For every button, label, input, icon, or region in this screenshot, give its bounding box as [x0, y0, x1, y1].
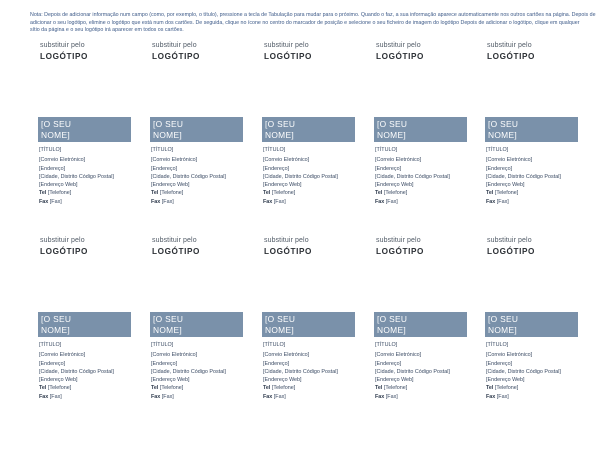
city-field[interactable]: [Cidade, Distrito Código Postal]	[151, 369, 226, 376]
address-field[interactable]: [Endereço]	[151, 166, 178, 173]
web-field[interactable]: [Endereço Web]	[39, 377, 78, 384]
name-field[interactable]	[485, 117, 578, 142]
name-line-2: NOME]	[377, 324, 406, 335]
name-field[interactable]	[374, 117, 467, 142]
web-field[interactable]: [Endereço Web]	[486, 377, 525, 384]
name-field[interactable]	[262, 312, 355, 337]
logo-placeholder-caption[interactable]: substituir pelo	[487, 237, 532, 244]
fax-row[interactable]	[486, 198, 561, 206]
business-card[interactable]	[485, 237, 579, 407]
logo-placeholder-caption[interactable]: substituir pelo	[376, 42, 421, 49]
fax-row[interactable]	[486, 393, 561, 401]
name-line-2: NOME]	[153, 129, 182, 140]
name-line-1: [O SEU	[265, 314, 296, 324]
email-field[interactable]: [Correio Eletrónico]	[151, 351, 198, 358]
phone-row[interactable]	[486, 384, 561, 392]
logo-placeholder-caption[interactable]: substituir pelo	[264, 42, 309, 49]
name-line-2: NOME]	[41, 324, 70, 335]
city-field[interactable]: [Cidade, Distrito Código Postal]	[486, 369, 561, 376]
email-field[interactable]: [Correio Eletrónico]	[486, 156, 533, 163]
phone-label: Tel	[39, 190, 47, 197]
logo-placeholder-caption[interactable]: substituir pelo	[40, 237, 85, 244]
fax-label: Fax	[375, 393, 385, 400]
fax-label: Fax	[486, 198, 496, 205]
address-field[interactable]: [Endereço]	[375, 361, 402, 368]
name-line-2: NOME]	[41, 129, 70, 140]
name-field[interactable]	[38, 117, 131, 142]
phone-label: Tel	[263, 190, 271, 197]
logo-placeholder-caption[interactable]: substituir pelo	[40, 42, 85, 49]
name-line-1: [O SEU	[41, 119, 72, 129]
phone-value: [Telefone]	[271, 190, 296, 197]
phone-row[interactable]	[39, 189, 114, 197]
email-field[interactable]: [Correio Eletrónico]	[375, 351, 422, 358]
logo-placeholder-caption[interactable]: substituir pelo	[264, 237, 309, 244]
fax-row[interactable]	[375, 393, 450, 401]
instructions-note	[30, 12, 600, 35]
fax-row[interactable]	[39, 198, 114, 206]
name-line-2: NOME]	[488, 324, 517, 335]
logo-placeholder-label[interactable]: LOGÓTIPO	[487, 52, 536, 61]
contact-info	[151, 146, 226, 206]
email-field[interactable]: [Correio Eletrónico]	[263, 156, 310, 163]
web-field[interactable]: [Endereço Web]	[263, 182, 302, 189]
contact-info	[263, 341, 338, 401]
business-card[interactable]	[262, 237, 356, 407]
fax-row[interactable]	[39, 393, 114, 401]
title-field[interactable]: [TÍTULO]	[263, 147, 286, 153]
title-field[interactable]: [TÍTULO]	[486, 342, 509, 348]
phone-value: [Telefone]	[494, 385, 519, 392]
logo-placeholder-label[interactable]: LOGÓTIPO	[40, 247, 89, 256]
phone-value: [Telefone]	[47, 385, 72, 392]
phone-label: Tel	[263, 385, 271, 392]
city-field[interactable]: [Cidade, Distrito Código Postal]	[375, 369, 450, 376]
fax-value: [Fax]	[49, 198, 62, 205]
fax-row[interactable]	[151, 198, 226, 206]
address-field[interactable]: [Endereço]	[39, 166, 66, 173]
city-field[interactable]: [Cidade, Distrito Código Postal]	[263, 369, 338, 376]
title-field[interactable]: [TÍTULO]	[39, 147, 62, 153]
contact-info	[375, 146, 450, 206]
fax-label: Fax	[263, 393, 273, 400]
fax-label: Fax	[39, 198, 49, 205]
phone-row[interactable]	[151, 189, 226, 197]
name-field[interactable]	[262, 117, 355, 142]
email-field[interactable]: [Correio Eletrónico]	[39, 351, 86, 358]
phone-label: Tel	[486, 190, 494, 197]
name-line-1: [O SEU	[153, 119, 184, 129]
title-field[interactable]: [TÍTULO]	[486, 147, 509, 153]
phone-value: [Telefone]	[271, 385, 296, 392]
fax-label: Fax	[151, 198, 161, 205]
fax-row[interactable]	[151, 393, 226, 401]
name-line-2: NOME]	[153, 324, 182, 335]
name-line-1: [O SEU	[153, 314, 184, 324]
instructions-line-2: adicionar o seu logótipo, elimine o logótipo que está num dos cartões. De seguida, clique no ícone no centro do marcador de posição e selecione o seu ficheiro de imagem do logótipo Depois de adicionar o logótipo, clique em qualquer	[30, 19, 580, 26]
phone-row[interactable]	[375, 189, 450, 197]
fax-value: [Fax]	[273, 198, 286, 205]
fax-label: Fax	[151, 393, 161, 400]
contact-info	[39, 146, 114, 206]
logo-placeholder-label[interactable]: LOGÓTIPO	[40, 52, 89, 61]
phone-value: [Telefone]	[494, 190, 519, 197]
logo-placeholder-label[interactable]: LOGÓTIPO	[152, 52, 201, 61]
phone-value: [Telefone]	[159, 385, 184, 392]
web-field[interactable]: [Endereço Web]	[375, 377, 414, 384]
business-card[interactable]	[485, 42, 579, 212]
logo-placeholder-label[interactable]: LOGÓTIPO	[487, 247, 536, 256]
phone-label: Tel	[39, 385, 47, 392]
phone-value: [Telefone]	[383, 190, 408, 197]
business-card[interactable]	[374, 42, 468, 212]
title-field[interactable]: [TÍTULO]	[375, 147, 398, 153]
fax-value: [Fax]	[385, 393, 398, 400]
fax-value: [Fax]	[161, 393, 174, 400]
title-field[interactable]: [TÍTULO]	[263, 342, 286, 348]
phone-label: Tel	[151, 190, 159, 197]
fax-row[interactable]	[263, 393, 338, 401]
fax-value: [Fax]	[273, 393, 286, 400]
phone-row[interactable]	[263, 189, 338, 197]
logo-placeholder-label[interactable]: LOGÓTIPO	[152, 247, 201, 256]
address-field[interactable]: [Endereço]	[263, 166, 290, 173]
phone-label: Tel	[486, 385, 494, 392]
email-field[interactable]: [Correio Eletrónico]	[486, 351, 533, 358]
phone-label: Tel	[375, 190, 383, 197]
phone-row[interactable]	[151, 384, 226, 392]
address-field[interactable]: [Endereço]	[39, 361, 66, 368]
name-field[interactable]	[150, 117, 243, 142]
name-line-1: [O SEU	[265, 119, 296, 129]
fax-value: [Fax]	[49, 393, 62, 400]
web-field[interactable]: [Endereço Web]	[486, 182, 525, 189]
fax-value: [Fax]	[496, 393, 509, 400]
logo-placeholder-caption[interactable]: substituir pelo	[152, 42, 197, 49]
phone-value: [Telefone]	[383, 385, 408, 392]
contact-info	[151, 341, 226, 401]
email-field[interactable]: [Correio Eletrónico]	[263, 351, 310, 358]
contact-info	[486, 146, 561, 206]
title-field[interactable]: [TÍTULO]	[151, 342, 174, 348]
name-line-1: [O SEU	[377, 314, 408, 324]
name-line-1: [O SEU	[488, 119, 519, 129]
city-field[interactable]: [Cidade, Distrito Código Postal]	[486, 174, 561, 181]
contact-info	[486, 341, 561, 401]
logo-placeholder-caption[interactable]: substituir pelo	[376, 237, 421, 244]
name-line-2: NOME]	[488, 129, 517, 140]
business-card[interactable]	[150, 42, 244, 212]
logo-placeholder-caption[interactable]: substituir pelo	[487, 42, 532, 49]
contact-info	[39, 341, 114, 401]
business-card[interactable]	[38, 237, 132, 407]
name-line-2: NOME]	[265, 129, 294, 140]
title-field[interactable]: [TÍTULO]	[151, 147, 174, 153]
logo-placeholder-label[interactable]: LOGÓTIPO	[376, 52, 425, 61]
title-field[interactable]: [TÍTULO]	[39, 342, 62, 348]
instructions-line-1: Nota: Depois de adicionar informação num campo (como, por exemplo, o título), pressione a tecla de Tabulação para mudar para o próximo. Quando o faz, a sua informação aparece automaticamente nos outros cartões na página. Depois de	[30, 12, 596, 18]
fax-row[interactable]	[263, 198, 338, 206]
name-field[interactable]	[38, 312, 131, 337]
logo-placeholder-caption[interactable]: substituir pelo	[152, 237, 197, 244]
phone-row[interactable]	[39, 384, 114, 392]
contact-info	[375, 341, 450, 401]
phone-value: [Telefone]	[47, 190, 72, 197]
fax-value: [Fax]	[385, 198, 398, 205]
city-field[interactable]: [Cidade, Distrito Código Postal]	[151, 174, 226, 181]
title-field[interactable]: [TÍTULO]	[375, 342, 398, 348]
email-field[interactable]: [Correio Eletrónico]	[375, 156, 422, 163]
address-field[interactable]: [Endereço]	[375, 166, 402, 173]
address-field[interactable]: [Endereço]	[151, 361, 178, 368]
city-field[interactable]: [Cidade, Distrito Código Postal]	[263, 174, 338, 181]
email-field[interactable]: [Correio Eletrónico]	[151, 156, 198, 163]
business-card[interactable]	[374, 237, 468, 407]
logo-placeholder-label[interactable]: LOGÓTIPO	[264, 52, 313, 61]
phone-value: [Telefone]	[159, 190, 184, 197]
name-line-1: [O SEU	[488, 314, 519, 324]
contact-info	[263, 146, 338, 206]
web-field[interactable]: [Endereço Web]	[375, 182, 414, 189]
phone-row[interactable]	[375, 384, 450, 392]
fax-value: [Fax]	[161, 198, 174, 205]
city-field[interactable]: [Cidade, Distrito Código Postal]	[375, 174, 450, 181]
name-line-2: NOME]	[377, 129, 406, 140]
name-field[interactable]	[485, 312, 578, 337]
name-line-1: [O SEU	[41, 314, 72, 324]
name-field[interactable]	[150, 312, 243, 337]
name-line-2: NOME]	[265, 324, 294, 335]
fax-row[interactable]	[375, 198, 450, 206]
fax-label: Fax	[39, 393, 49, 400]
address-field[interactable]: [Endereço]	[486, 166, 513, 173]
web-field[interactable]: [Endereço Web]	[151, 377, 190, 384]
fax-value: [Fax]	[496, 198, 509, 205]
phone-label: Tel	[151, 385, 159, 392]
business-card[interactable]	[262, 42, 356, 212]
city-field[interactable]: [Cidade, Distrito Código Postal]	[39, 369, 114, 376]
web-field[interactable]: [Endereço Web]	[151, 182, 190, 189]
phone-label: Tel	[375, 385, 383, 392]
business-card[interactable]	[150, 237, 244, 407]
instructions-line-3: sítio da página e o seu logótipo irá aparecer em todos os cartões.	[30, 27, 184, 34]
address-field[interactable]: [Endereço]	[263, 361, 290, 368]
name-field[interactable]	[374, 312, 467, 337]
business-card[interactable]	[38, 42, 132, 212]
logo-placeholder-label[interactable]: LOGÓTIPO	[264, 247, 313, 256]
email-field[interactable]: [Correio Eletrónico]	[39, 156, 86, 163]
phone-row[interactable]	[263, 384, 338, 392]
address-field[interactable]: [Endereço]	[486, 361, 513, 368]
fax-label: Fax	[263, 198, 273, 205]
logo-placeholder-label[interactable]: LOGÓTIPO	[376, 247, 425, 256]
fax-label: Fax	[375, 198, 385, 205]
phone-row[interactable]	[486, 189, 561, 197]
fax-label: Fax	[486, 393, 496, 400]
web-field[interactable]: [Endereço Web]	[39, 182, 78, 189]
web-field[interactable]: [Endereço Web]	[263, 377, 302, 384]
city-field[interactable]: [Cidade, Distrito Código Postal]	[39, 174, 114, 181]
name-line-1: [O SEU	[377, 119, 408, 129]
